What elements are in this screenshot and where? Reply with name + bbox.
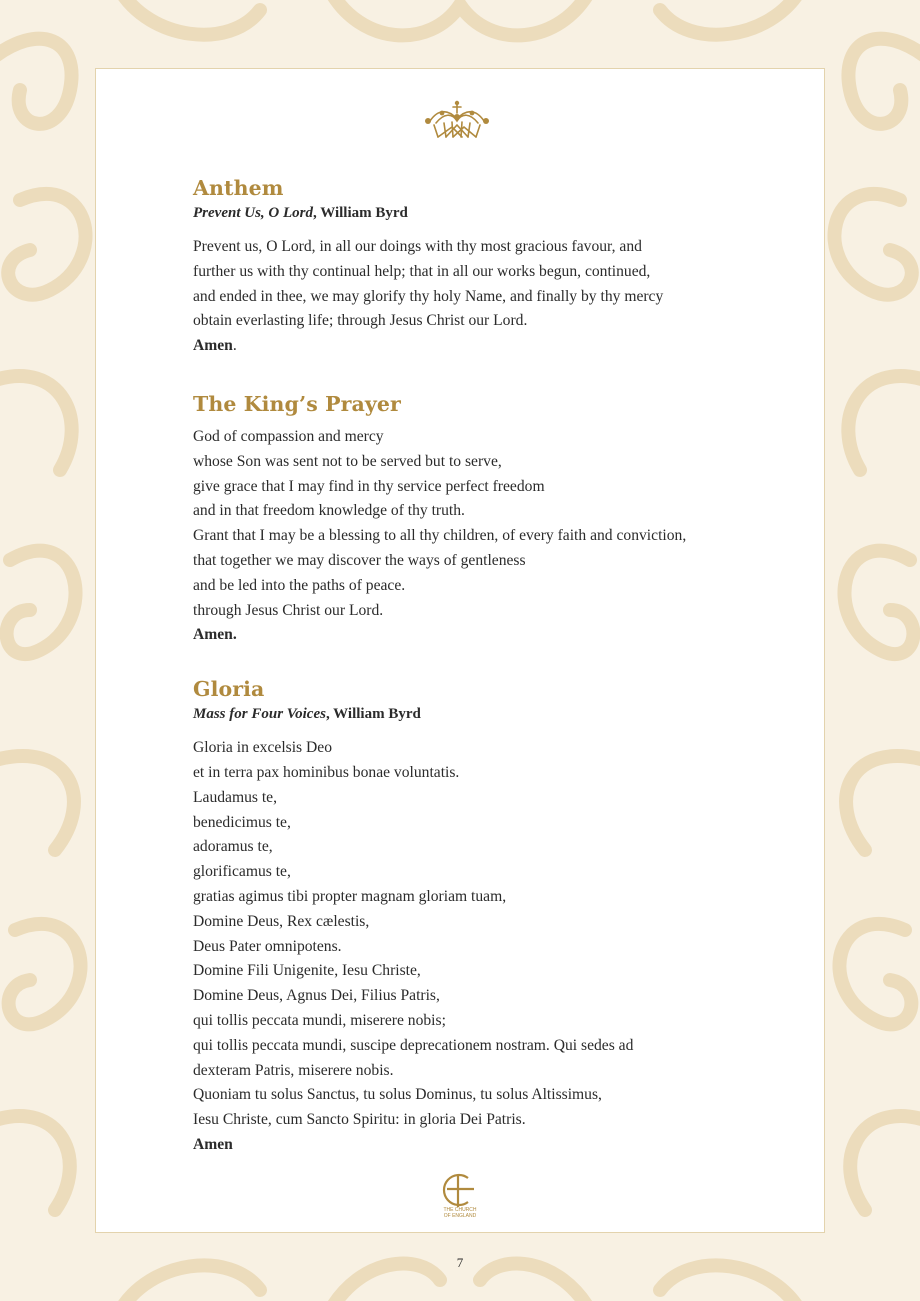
text-line: Gloria in excelsis Deo xyxy=(193,739,333,757)
text-line: gratias agimus tibi propter magnam gloriam tuam, xyxy=(193,887,507,905)
text-line: et in terra pax hominibus bonae voluntatis. xyxy=(193,763,460,781)
gloria-subtitle xyxy=(193,704,793,724)
kings-prayer-section xyxy=(193,391,793,648)
text-line: Deus Pater omnipotens. xyxy=(193,937,342,955)
text-line: Domine Deus, Agnus Dei, Filius Patris, xyxy=(193,987,440,1005)
text-line: Domine Deus, Rex cælestis, xyxy=(193,912,370,930)
church-of-england-logo xyxy=(440,1172,480,1228)
text-line: obtain everlasting life; through Jesus Christ our Lord. xyxy=(193,312,528,330)
text-line: Domine Fili Unigenite, Iesu Christe, xyxy=(193,962,421,980)
text-line: further us with thy continual help; that in all our works begun, continued, xyxy=(193,262,651,280)
text-line: and ended in thee, we may glorify thy holy Name, and finally by thy mercy xyxy=(193,287,664,305)
text-line: Quoniam tu solus Sanctus, tu solus Dominus, tu solus Altissimus, xyxy=(193,1086,602,1104)
text-line: God of compassion and mercy xyxy=(193,427,384,445)
text-line: qui tollis peccata mundi, suscipe deprecationem nostram. Qui sedes ad xyxy=(193,1036,634,1054)
text-line: whose Son was sent not to be served but to serve, xyxy=(193,452,502,470)
text-line: qui tollis peccata mundi, miserere nobis; xyxy=(193,1011,446,1029)
kings-prayer-amen: Amen. xyxy=(193,626,237,644)
church-of-england-logo-icon xyxy=(440,1172,480,1208)
anthem-text xyxy=(193,235,793,359)
text-line: adoramus te, xyxy=(193,838,273,856)
logo-caption xyxy=(440,1208,480,1219)
kings-prayer-heading: The King’s Prayer xyxy=(193,391,401,416)
gloria-amen: Amen xyxy=(193,1135,233,1153)
text-line: and in that freedom knowledge of thy truth. xyxy=(193,502,465,520)
amen-word: Amen xyxy=(193,337,233,355)
anthem-amen xyxy=(193,334,793,359)
gloria-composer: , William Byrd xyxy=(325,706,421,723)
kings-prayer-text xyxy=(193,425,793,648)
gloria-section xyxy=(193,676,793,1158)
gloria-heading: Gloria xyxy=(193,677,265,702)
text-line: Grant that I may be a blessing to all thy children, of every faith and conviction, xyxy=(193,527,687,545)
anthem-heading: Anthem xyxy=(193,176,284,200)
logo-line: THE CHURCH xyxy=(443,1207,477,1213)
gloria-text xyxy=(193,736,793,1158)
text-line: dexteram Patris, miserere nobis. xyxy=(193,1061,394,1079)
page-number: 7 xyxy=(456,1255,464,1270)
text-line: give grace that I may find in thy service perfect freedom xyxy=(193,477,545,495)
text-line: Iesu Christe, cum Sancto Spiritu: in gloria Dei Patris. xyxy=(193,1111,526,1129)
main-content xyxy=(193,175,793,1158)
crown-icon xyxy=(424,99,490,141)
text-line: and be led into the paths of peace. xyxy=(193,576,406,594)
anthem-section xyxy=(193,175,793,359)
page-card xyxy=(95,68,825,1233)
text-line: glorificamus te, xyxy=(193,863,291,881)
anthem-subtitle xyxy=(193,203,793,223)
text-line: Prevent us, O Lord, in all our doings with thy most gracious favour, and xyxy=(193,238,642,255)
gloria-work-title: Mass for Four Voices xyxy=(193,706,326,723)
amen-period: . xyxy=(232,337,237,355)
anthem-composer: , William Byrd xyxy=(313,205,408,221)
text-line: through Jesus Christ our Lord. xyxy=(193,601,384,619)
anthem-work-title: Prevent Us, O Lord xyxy=(193,205,313,221)
text-line: benedicimus te, xyxy=(193,813,291,831)
logo-line: OF ENGLAND xyxy=(443,1212,477,1219)
text-line: Laudamus te, xyxy=(193,788,278,806)
text-line: that together we may discover the ways of gentleness xyxy=(193,551,526,569)
